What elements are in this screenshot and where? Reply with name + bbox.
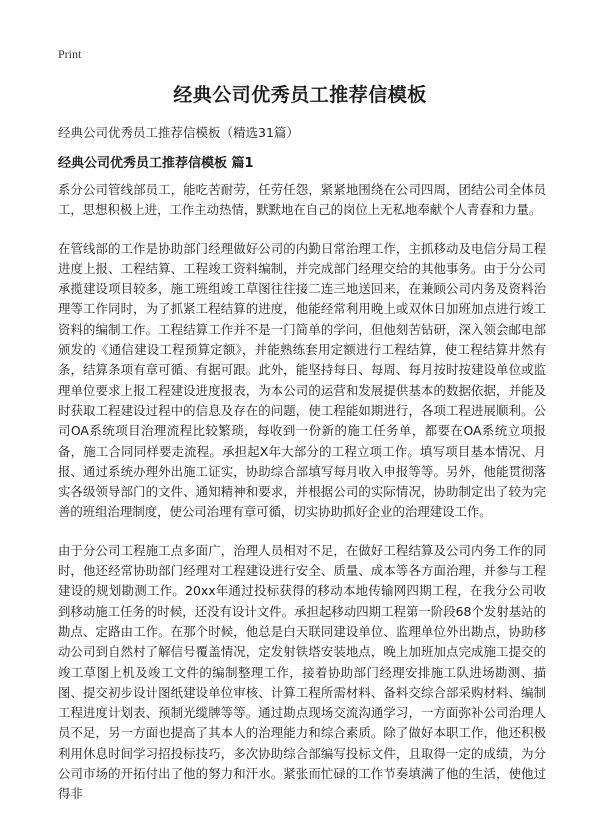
document-subtitle: 经典公司优秀员工推荐信模板（精选31篇） [58,125,299,140]
body-paragraph: 系分公司管线部员工，能吃苦耐劳，任劳任怨，紧紧地围绕在公司四周，团结公司全体员工，思想积极上进，工作主动热情，默默地在自己的岗位上无私地奉献个人青春和力量。 [58,182,546,218]
page-title: 经典公司优秀员工推荐信模板 [173,84,427,106]
section-heading: 经典公司优秀员工推荐信模板 篇1 [58,156,254,171]
print-label[interactable]: Print [58,47,82,61]
body-paragraph: 在管线部的工作是协助部门经理做好公司的内勤日常治理工作，主抓移动及电信分局工程进度上报、工程结算、工程竣工资料编制，并完成部门经理交给的其他事务。由于分公司承揽建设项目较多，施工班组竣工草图往往接二连三地送回来，在兼顾公司内务及资料治理等工作同时，为了抓紧工程结算的进度，他能经常利用晚上或双休日加班加点进行竣工资料的编制工作。工程结算工作并不是一门简单的学问，但他刻苦钻研，深入领会邮电部颁发的《通信建设工程预算定额》，并能熟练套用定额进行工程结算，使工程结算井然有条，结算条项有章可循、有据可跟。此外，能坚持每日、每周、每月按时按建设单位或监理单位要求上报工程建设进度报表，为本公司的运营和发展提供基本的数据依据，并能及时获取工程建设过程中的信息及存在的问题，使工程能如期进行，各项工程进展顺利。公司OA系统项目治理流程比较繁琐，每收到一份新的施工任务单，都要在OA系统立项报备，施工合同同样要走流程。承担起X年大部分的工程立项工作。填写项目基本情况、月报、通过系统办理外出施工证实，协助综合部填写每月收入申报等等。另外，他能贯彻落实各级领导部门的文件、通知精神和要求，并根据公司的实际情况，协助制定出了较为完善的班组治理制度，使公司治理有章可循，切实协助抓好企业的治理建设工作。 [58,240,546,520]
document-body [58,180,546,823]
body-paragraph: 由于分公司工程施工点多面广，治理人员相对不足，在做好工程结算及公司内务工作的同时，他还经常协助部门经理对工程建设进行安全、质量、成本等各方面治理，并参与工程建设的规划勘测工作。20xx年通过投标获得的移动本地传输网四期工程，在我分公司收到移动施工任务的时候，还没有设计文件。承担起移动四期工程第一阶段68个发射基站的勘点、定路由工作。在那个时候，他总是白天联同建设单位、监理单位外出勘点，协助移动公司到自然村了解信号覆盖情况，定发射铁塔安装地点，晚上加班加点完成施工提交的竣工草图上机及竣工文件的编制整理工作，接着协助部门经理安排施工队进场勘测、描图、提交初步设计图纸建设单位审核、计算工程所需材料、备料交综合部采购材料、编制工程进度计划表、预制光缆牌等等。通过勘点现场交流沟通学习，一方面弥补公司治理人员不足，另一方面也提高了其本人的治理能力和综合素质。除了做好本职工作，他还积极利用休息时间学习招投标技巧，多次协助综合部编写投标文件，且取得一定的成绩，为分公司市场的开拓付出了他的努力和汗水。紧张而忙碌的工作节奏填满了他的生活，使他过得非 [58,542,546,802]
